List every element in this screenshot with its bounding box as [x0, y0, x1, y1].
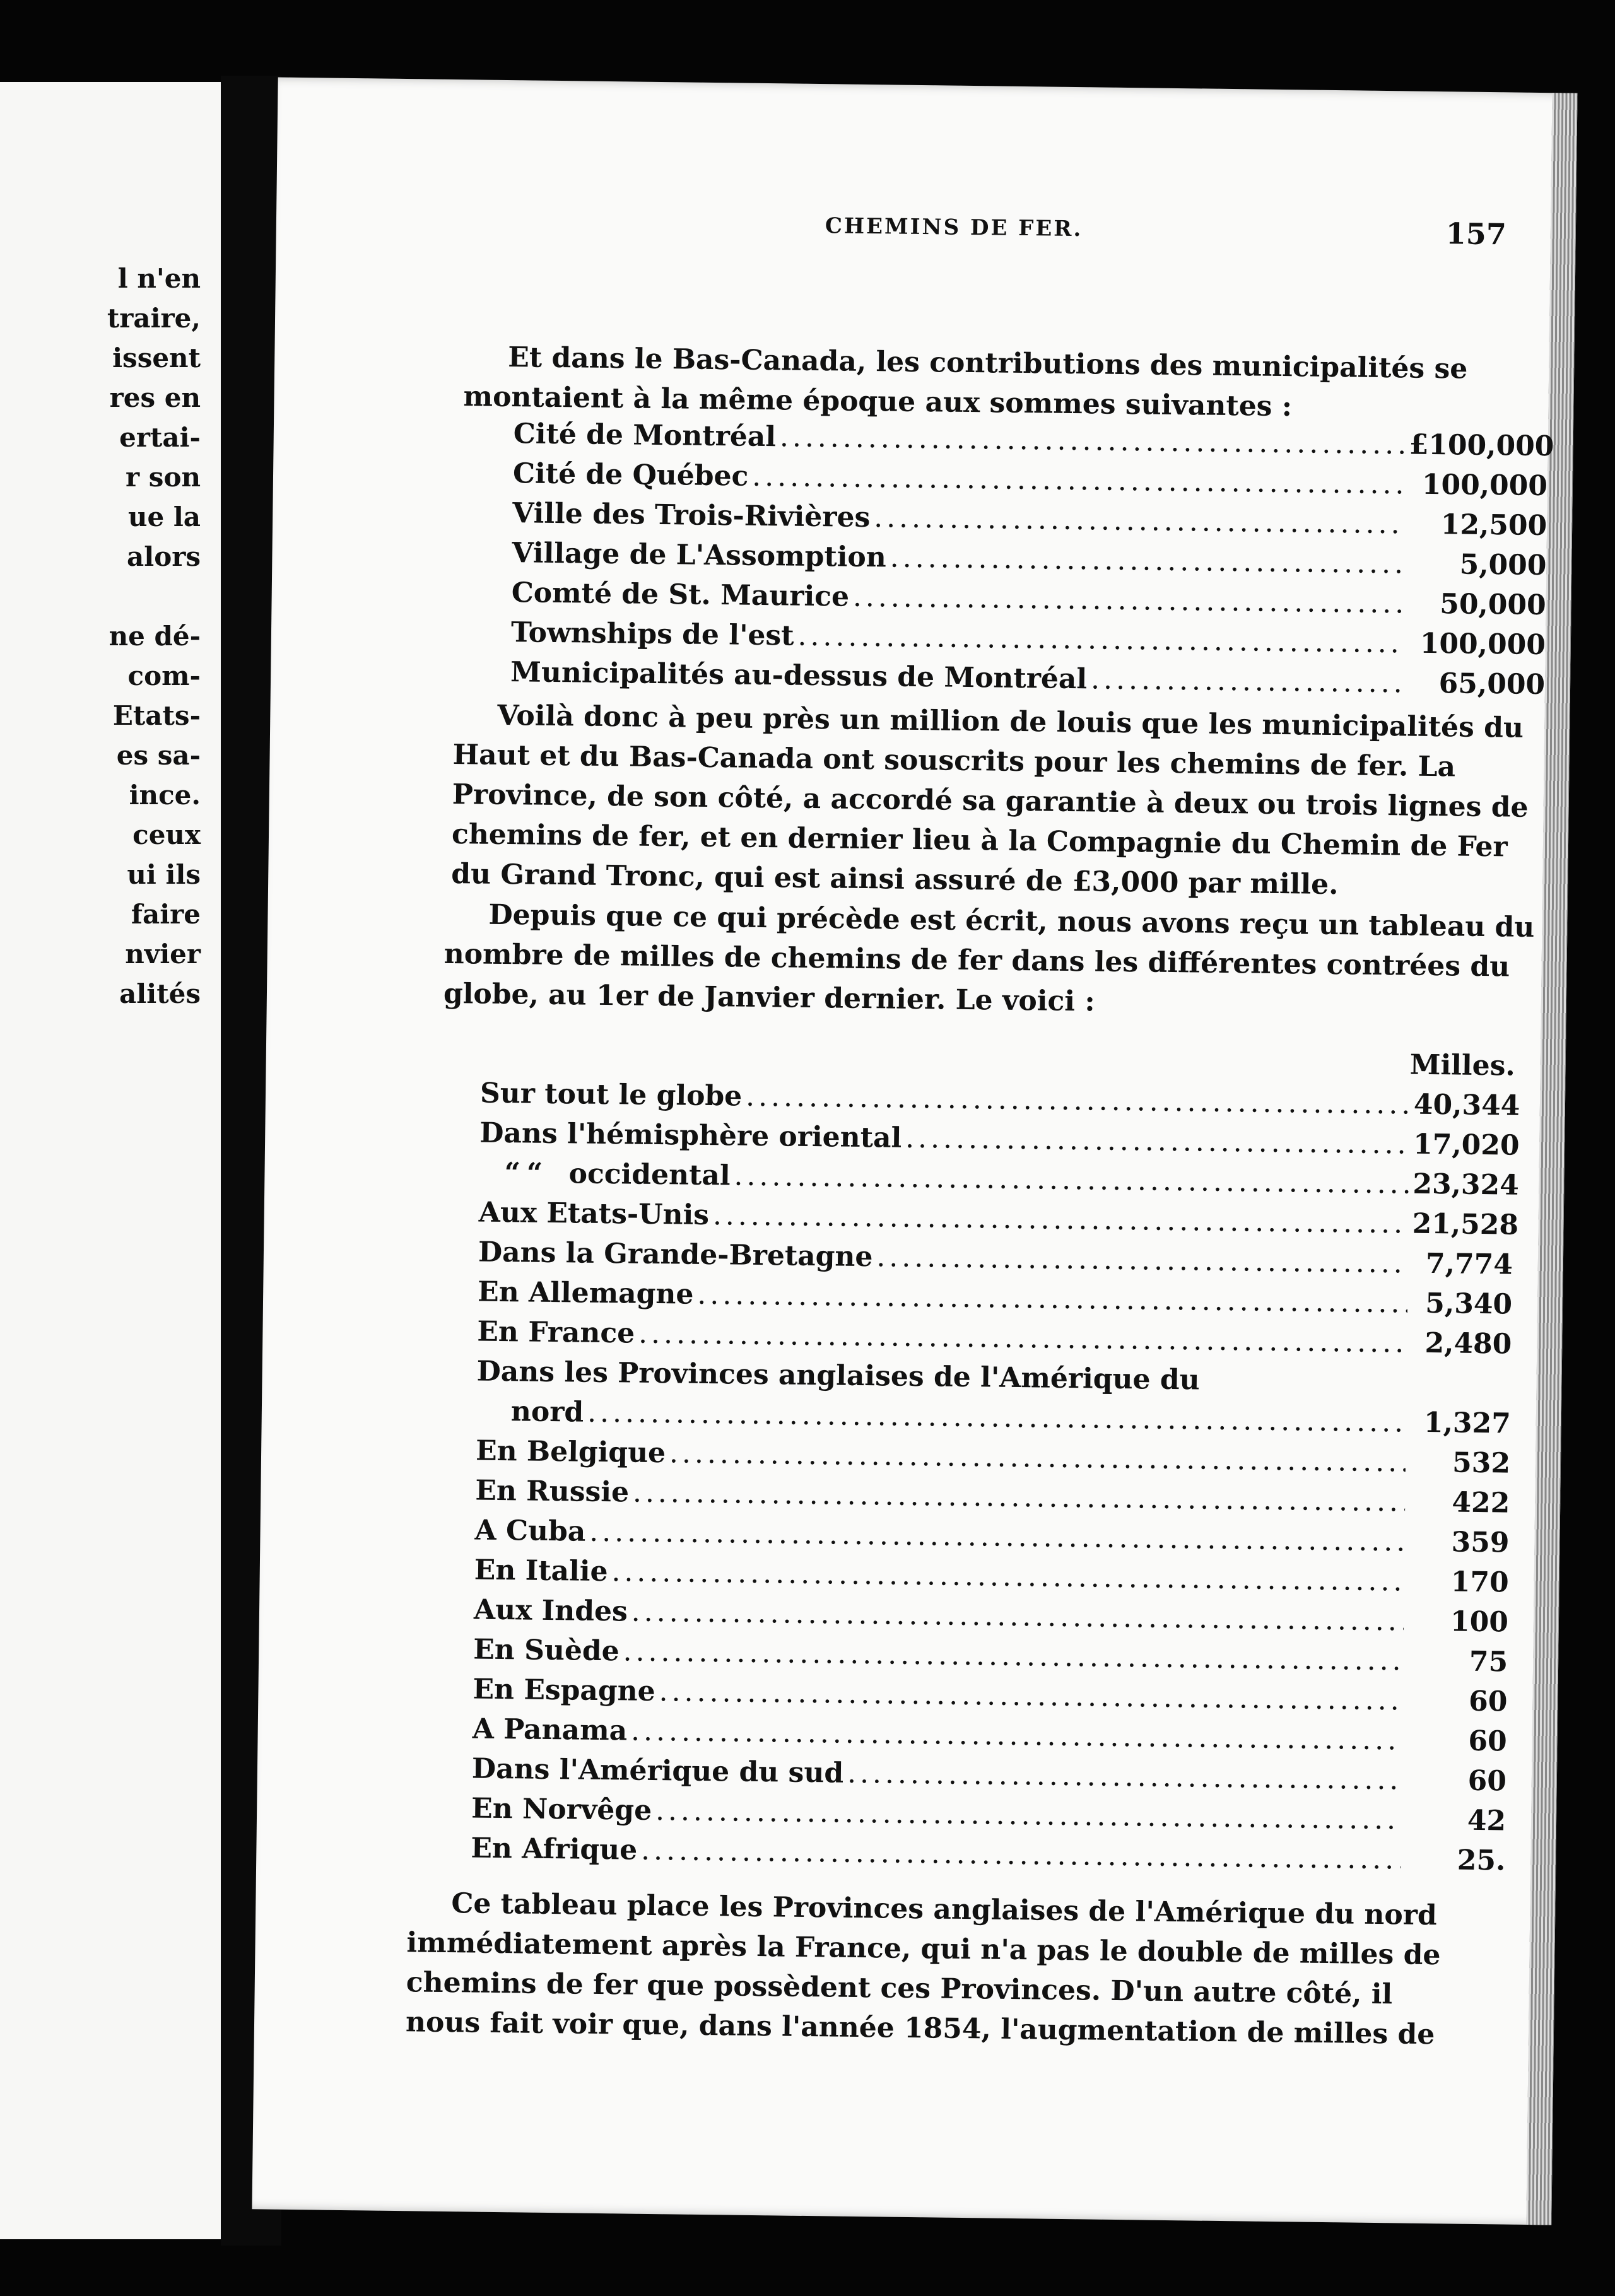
left-fragment-line: alors — [127, 541, 201, 572]
row-value: 60 — [1468, 1685, 1508, 1718]
row-label: En France — [477, 1315, 635, 1350]
left-fragment-line: ui ils — [127, 859, 201, 890]
page-text — [252, 78, 1577, 2225]
dot-leader — [780, 421, 1406, 460]
left-fragment-line: issent — [112, 343, 201, 373]
left-fragment-line: ceux — [132, 819, 201, 850]
intro-paragraph — [463, 337, 1615, 431]
row-value: 17,020 — [1412, 1128, 1520, 1162]
row-label: Sur tout le globe — [479, 1077, 743, 1113]
row-label: En Norvêge — [471, 1792, 652, 1827]
left-fragment-line: traire, — [107, 303, 201, 334]
row-label: Aux Indes — [473, 1593, 628, 1628]
railway-table — [471, 1038, 1520, 1885]
row-label: En Suède — [473, 1633, 620, 1668]
dot-leader — [890, 541, 1404, 580]
left-fragment-line — [107, 577, 201, 616]
row-label: Dans l'hémisphère oriental — [479, 1116, 902, 1154]
left-fragment-line: es sa- — [116, 740, 201, 771]
row-label: Cité de Montréal — [513, 418, 777, 454]
row-label: Village de L'Assomption — [512, 537, 887, 574]
paragraph-2 — [451, 695, 1615, 908]
left-fragment-line: r son — [126, 462, 201, 493]
row-label: En Italie — [474, 1554, 608, 1588]
left-fragment-line: res en — [109, 382, 201, 413]
paragraph-line: chemins de fer, et en dernier lieu à la Compagnie du Chemin de Fer — [451, 817, 1508, 864]
row-value: 23,324 — [1412, 1168, 1520, 1202]
dot-leader — [1091, 663, 1403, 699]
row-label: A Panama — [472, 1713, 628, 1747]
paragraph-3 — [443, 894, 1615, 1028]
row-value: 42 — [1467, 1804, 1506, 1837]
row-value: 5,000 — [1459, 548, 1547, 582]
dot-leader — [905, 1122, 1410, 1161]
paragraph-line: Province, de son côté, a accordé sa garantie à deux ou trois lignes de — [452, 778, 1529, 824]
row-value: 25. — [1457, 1844, 1506, 1877]
paragraph-line: Et dans le Bas-Canada, les contributions des municipalités se — [508, 341, 1468, 385]
row-value: 7,774 — [1425, 1247, 1513, 1281]
left-fragment-line: nvier — [125, 939, 201, 969]
left-page-fragments — [107, 259, 201, 1014]
paragraph-line: Ce tableau place les Provinces anglaises de l'Amérique du nord — [451, 1887, 1438, 1932]
left-fragment-line: alités — [119, 978, 201, 1009]
row-label: A Cuba — [474, 1514, 586, 1548]
row-label: Municipalités au-dessus de Montréal — [510, 656, 1088, 696]
ditto-mark: “ — [526, 1157, 543, 1190]
row-value: 40,344 — [1413, 1088, 1520, 1122]
dot-leader — [874, 501, 1405, 540]
row-value: 532 — [1452, 1446, 1511, 1480]
row-value: 100,000 — [1421, 468, 1548, 503]
row-label: Townships de l'est — [510, 616, 794, 652]
running-head: CHEMINS DE FER. — [825, 213, 1083, 242]
paragraph-line: globe, au 1er de Janvier dernier. Le voici : — [443, 977, 1095, 1018]
row-label: occidental — [568, 1157, 731, 1192]
left-fragment-line: Etats- — [112, 700, 201, 731]
row-value: 422 — [1452, 1486, 1510, 1520]
paragraph-line: chemins de fer que possèdent ces Provinces. D'un autre côté, il — [406, 1966, 1393, 2011]
paragraph-line: immédiatement après la France, qui n'a pas le double de milles de — [406, 1926, 1441, 1972]
row-label: Dans les Provinces anglaises de l'Amérique du — [476, 1355, 1200, 1397]
paragraph-line: nombre de milles de chemins de fer dans les différentes contrées du — [443, 937, 1510, 983]
left-fragment-line: ertai- — [119, 422, 201, 453]
page-number: 157 — [1445, 216, 1507, 252]
row-label: Dans la Grande-Bretagne — [478, 1236, 873, 1274]
ditto-mark: “ — [504, 1157, 521, 1190]
paragraph-line: nous fait voir que, dans l'année 1854, l'augmentation de milles de — [405, 2006, 1435, 2051]
row-value: 12,500 — [1440, 508, 1547, 542]
table-unit-header: Milles. — [1409, 1048, 1516, 1082]
row-value: 65,000 — [1438, 667, 1546, 701]
left-fragment-line: ne dé- — [109, 621, 201, 652]
row-value: 5,340 — [1425, 1287, 1513, 1321]
dot-leader — [847, 1757, 1402, 1796]
paragraph-line: Haut et du Bas-Canada ont souscrits pour les chemins de fer. La — [452, 739, 1456, 783]
row-label: Cité de Québec — [512, 457, 749, 493]
row-value: 60 — [1467, 1764, 1507, 1798]
row-value: 21,528 — [1412, 1207, 1519, 1241]
row-label: En Espagne — [473, 1673, 656, 1708]
left-fragment-line: ince. — [129, 780, 201, 811]
paragraph-line: du Grand Tronc, qui est ainsi assuré de £3,000 par mille. — [451, 857, 1339, 901]
row-label: En Afrique — [471, 1832, 638, 1866]
row-label: Aux Etats-Unis — [478, 1196, 710, 1232]
row-value: 50,000 — [1439, 588, 1546, 622]
row-value: 100,000 — [1419, 627, 1546, 662]
book-page — [252, 78, 1577, 2225]
row-value: 100 — [1450, 1605, 1509, 1639]
left-page-edge — [0, 82, 221, 2239]
paragraph-line: montaient à la même époque aux sommes suivantes : — [463, 380, 1293, 423]
row-label: Ville des Trois-Rivières — [512, 497, 871, 534]
dot-leader — [876, 1241, 1408, 1279]
left-fragment-line: l n'en — [117, 263, 201, 294]
row-label: Dans l'Amérique du sud — [471, 1752, 844, 1789]
row-label: En Allemagne — [477, 1275, 694, 1311]
row-label: En Russie — [475, 1474, 630, 1509]
row-value: £100,000 — [1409, 428, 1554, 463]
row-value: 60 — [1468, 1725, 1507, 1758]
left-fragment-line: ue la — [127, 501, 201, 532]
row-value: 1,327 — [1423, 1406, 1512, 1440]
contributions-list — [510, 418, 1554, 708]
dot-leader — [797, 620, 1403, 660]
row-label: nord — [510, 1395, 584, 1429]
row-value: 2,480 — [1424, 1327, 1512, 1361]
dot-leader — [853, 581, 1404, 620]
row-value: 170 — [1450, 1566, 1510, 1599]
row-label: Comté de St. Maurice — [511, 577, 850, 613]
paragraph-line: Voilà donc à peu près un million de louis que les municipalités du — [497, 699, 1524, 744]
left-fragment-line: com- — [127, 660, 201, 691]
row-label: En Belgique — [475, 1434, 666, 1470]
left-fragment-line: faire — [131, 899, 201, 930]
row-value: 359 — [1451, 1526, 1510, 1559]
row-value: 75 — [1469, 1645, 1508, 1678]
paragraph-line: Depuis que ce qui précède est écrit, nous avons reçu un tableau du — [488, 898, 1535, 944]
paragraph-4 — [406, 1883, 1615, 2057]
